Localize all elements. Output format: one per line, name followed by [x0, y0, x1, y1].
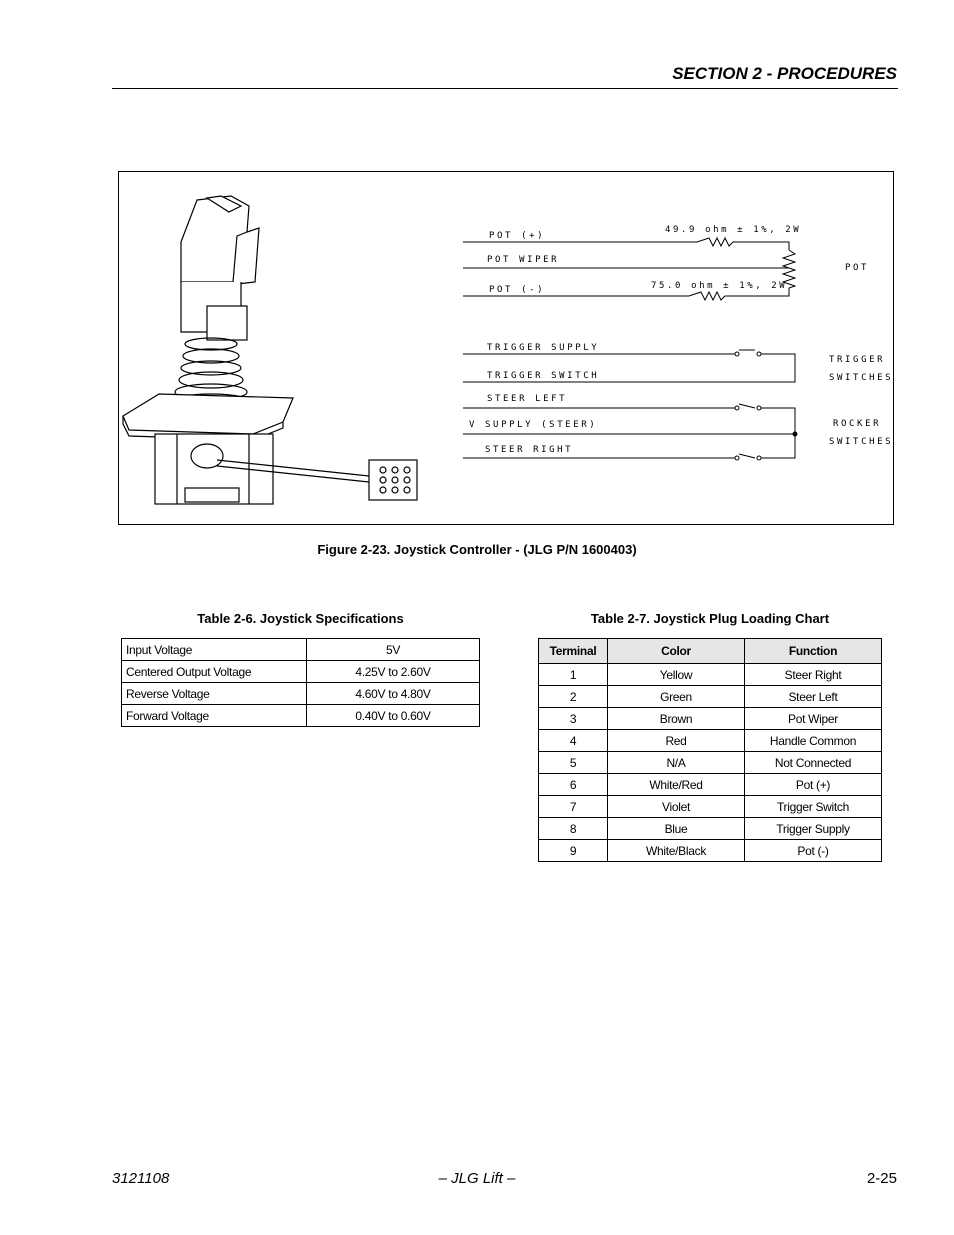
steer-left-label: STEER LEFT [487, 394, 568, 404]
resistor-1-label: 49.9 ohm ± 1%, 2W [665, 225, 802, 235]
pot-minus-label: POT (-) [489, 285, 546, 295]
terminal-cell: 9 [539, 840, 608, 862]
color-cell: Violet [608, 796, 745, 818]
table-row [539, 664, 882, 686]
trigger-group-label-1: TRIGGER [829, 355, 886, 365]
table-row [539, 752, 882, 774]
function-cell: Pot Wiper [745, 708, 882, 730]
pot-label: POT [845, 263, 870, 273]
color-cell: Red [608, 730, 745, 752]
color-cell: White/Red [608, 774, 745, 796]
rocker-group-label-1: ROCKER [833, 419, 882, 429]
joystick-drawing [123, 196, 417, 504]
spec-value: 0.40V to 0.60V [307, 705, 480, 727]
terminal-cell: 4 [539, 730, 608, 752]
plug-table-title: Table 2-7. Joystick Plug Loading Chart [590, 611, 830, 626]
table-row [122, 705, 480, 727]
function-cell: Pot (-) [745, 840, 882, 862]
terminal-cell: 2 [539, 686, 608, 708]
table-row [539, 774, 882, 796]
spec-value: 4.25V to 2.60V [307, 661, 480, 683]
table-row [539, 840, 882, 862]
spec-name: Forward Voltage [122, 705, 307, 727]
v-supply-label: V SUPPLY (STEER) [469, 420, 598, 430]
section-header: SECTION 2 - PROCEDURES [672, 64, 897, 83]
table-row [122, 661, 480, 683]
footer-brand: – JLG Lift – [438, 1170, 516, 1187]
table-header-row [539, 639, 882, 664]
table-row [539, 796, 882, 818]
function-cell: Not Connected [745, 752, 882, 774]
table-row [539, 686, 882, 708]
pot-plus-label: POT (+) [489, 231, 546, 241]
steer-right-label: STEER RIGHT [485, 445, 574, 455]
color-cell: Green [608, 686, 745, 708]
spec-name: Centered Output Voltage [122, 661, 307, 683]
function-cell: Pot (+) [745, 774, 882, 796]
spec-table-title: Table 2-6. Joystick Specifications [197, 611, 404, 626]
table-row [122, 639, 480, 661]
function-cell: Trigger Switch [745, 796, 882, 818]
terminal-cell: 1 [539, 664, 608, 686]
figure-caption: Figure 2-23. Joystick Controller - (JLG P/N 1600403) [317, 542, 637, 557]
footer-doc-number: 3121108 [112, 1170, 170, 1187]
terminal-cell: 8 [539, 818, 608, 840]
figure-joystick-controller [118, 171, 894, 525]
terminal-cell: 7 [539, 796, 608, 818]
spec-table [121, 638, 480, 727]
trigger-supply-label: TRIGGER SUPPLY [487, 343, 600, 353]
rocker-group-label-2: SWITCHES [829, 437, 894, 447]
plug-table [538, 638, 882, 862]
table-row [122, 683, 480, 705]
terminal-cell: 6 [539, 774, 608, 796]
terminal-cell: 3 [539, 708, 608, 730]
table-row [539, 818, 882, 840]
header-function: Function [745, 639, 882, 664]
trigger-group-label-2: SWITCHES [829, 373, 894, 383]
joystick-illustration [119, 172, 895, 526]
color-cell: N/A [608, 752, 745, 774]
spec-value: 5V [307, 639, 480, 661]
function-cell: Steer Left [745, 686, 882, 708]
spec-name: Input Voltage [122, 639, 307, 661]
footer-page-number: 2-25 [866, 1170, 897, 1187]
pot-wiper-label: POT WIPER [487, 255, 560, 265]
trigger-switch-label: TRIGGER SWITCH [487, 371, 600, 381]
spec-value: 4.60V to 4.80V [307, 683, 480, 705]
header-rule [112, 88, 898, 89]
function-cell: Handle Common [745, 730, 882, 752]
color-cell: Brown [608, 708, 745, 730]
header-terminal: Terminal [539, 639, 608, 664]
function-cell: Trigger Supply [745, 818, 882, 840]
color-cell: Blue [608, 818, 745, 840]
table-row [539, 708, 882, 730]
resistor-2-label: 75.0 ohm ± 1%, 2W [651, 281, 788, 291]
function-cell: Steer Right [745, 664, 882, 686]
table-row [539, 730, 882, 752]
terminal-cell: 5 [539, 752, 608, 774]
color-cell: White/Black [608, 840, 745, 862]
header-color: Color [608, 639, 745, 664]
spec-name: Reverse Voltage [122, 683, 307, 705]
color-cell: Yellow [608, 664, 745, 686]
